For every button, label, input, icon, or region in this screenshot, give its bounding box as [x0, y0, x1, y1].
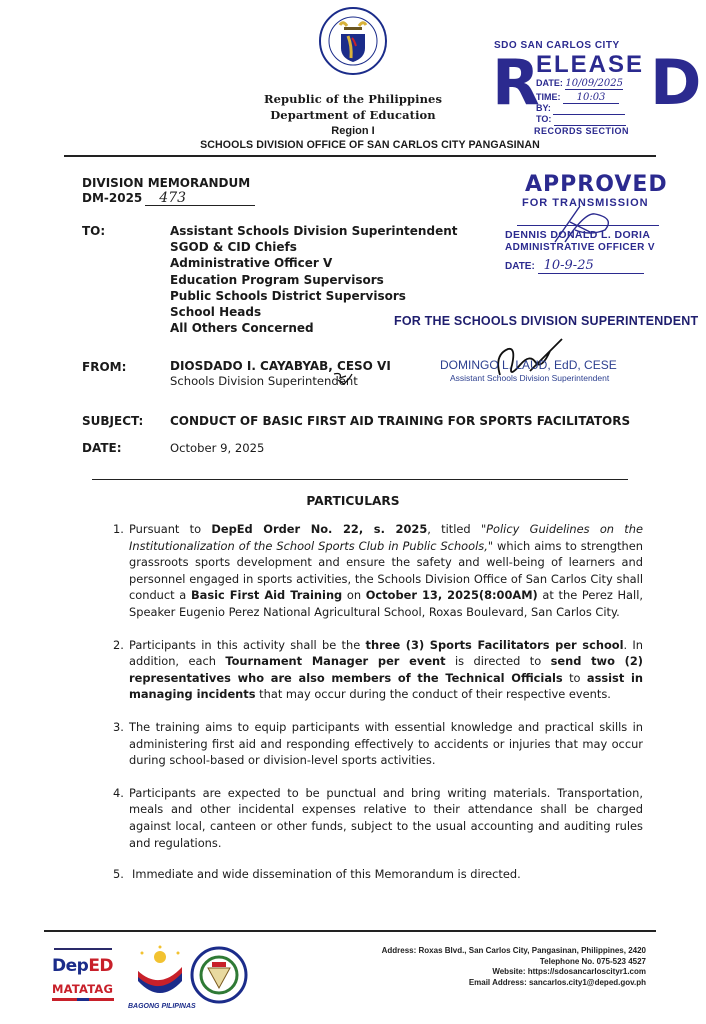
- memo-date: October 9, 2025: [170, 441, 265, 455]
- bagong-pilipinas-logo: BAGONG PILIPINAS: [132, 945, 188, 1011]
- subject-divider: [92, 479, 628, 480]
- from-name: DIOSDADO I. CAYABYAB, CESO VI: [170, 359, 391, 373]
- contact-telephone: Telephone No. 075-523 4527: [539, 956, 646, 966]
- released-by-row: BY:: [536, 103, 625, 115]
- republic-line: Republic of the Philippines: [263, 92, 443, 106]
- contact-address: Address: Roxas Blvd., San Carlos City, Pangasinan, Philippines, 2420: [381, 946, 646, 955]
- contact-website[interactable]: Website: https://sdosancarloscityr1.com: [492, 967, 646, 977]
- text-run: Participants are expected to be punctual and bring writing materials. Transportation, meals and other incidental expenses relative to their attendance shall be charged against local, canteen or other funds, subject to the usual accounting and auditing rules and regulations.: [129, 785, 643, 850]
- region-line: Region I: [331, 125, 375, 137]
- recipient-item: Education Program Supervisors: [170, 272, 384, 287]
- particular-item: 4. Participants are expected to be punctual and bring writing materials. Transportation, meals and other incidental expenses relative to their attendance shall be charged against local, canteen or other funds, subject to the usual accounting and auditing rules and regulations.: [113, 785, 643, 850]
- emphasis-bold: October 13, 2025(8:00AM): [365, 588, 538, 603]
- approved-signature-line: [517, 225, 659, 226]
- released-stamp-arc-text: SDO SAN CARLOS CITY: [494, 40, 620, 51]
- text-run: Pursuant to: [129, 522, 212, 536]
- contact-email[interactable]: Email Address: sancarlos.city1@deped.gov.ph: [468, 977, 646, 987]
- deped-seal-icon: [318, 6, 388, 76]
- emphasis-italic: "Policy Guidelines on the Institutionalization of the School Sports Club in Public Schools,": [129, 522, 643, 553]
- recipient-item: Assistant Schools Division Superintendent: [170, 224, 458, 238]
- date-label: DATE:: [82, 441, 122, 455]
- approved-subtitle: FOR TRANSMISSION: [522, 197, 649, 209]
- subject-label: SUBJECT:: [82, 414, 144, 428]
- released-date-value: 10/09/2025: [565, 78, 623, 89]
- contact-block: [382, 946, 646, 988]
- from-label: FROM:: [82, 360, 127, 374]
- recipient-item: Administrative Officer V: [170, 256, 333, 271]
- text-run: which aims to strengthen grassroots sports development and ensure the safety and well-being of learners and personnel engaged in sports activities, the Schools Division Office of San Carlos City shall conduct a: [129, 538, 643, 603]
- particular-body: [129, 719, 643, 769]
- text-run: Immediate and wide dissemination of this Memorandum is directed.: [132, 867, 521, 882]
- emphasis-bold: DepEd Order No. 22, s. 2025: [211, 522, 428, 536]
- deped-wordmark: DepED: [52, 956, 114, 976]
- text-run: at the Perez Hall, Speaker Eugenio Perez National Agricultural School, Roxas Boulevard, San Carlos City.: [129, 588, 643, 619]
- office-line: SCHOOLS DIVISION OFFICE OF SAN CARLOS CITY PANGASINAN: [200, 139, 540, 151]
- emphasis-bold: Basic First Aid Training: [190, 588, 343, 603]
- particular-item: 2. Participants in this activity shall be the three (3) Sports Facilitators per school. In addition, each Tournament Manager per event is directed to send two (2) representatives who are also members of the Technical Officials to assist in managing incidents that may occur during the conduct of their respective events.: [113, 637, 644, 702]
- recipient-item: Public Schools District Supervisors: [170, 288, 406, 303]
- department-line: Department of Education: [270, 108, 436, 122]
- deped-matatag-logo: [52, 948, 122, 1010]
- sds-initial-icon: [332, 370, 354, 386]
- particular-item: 5. Immediate and wide dissemination of this Memorandum is directed.: [115, 866, 643, 883]
- released-section: RECORDS SECTION: [534, 126, 630, 136]
- released-stamp-r: R: [492, 46, 540, 119]
- text-run: , titled: [427, 522, 481, 536]
- particulars-list: [115, 521, 643, 883]
- released-time-row: TIME: 10:03: [536, 92, 619, 104]
- approved-name: DENNIS DONALD L. DORIA: [505, 229, 651, 241]
- text-run: to: [562, 670, 587, 685]
- particulars-heading: PARTICULARS: [306, 494, 400, 508]
- asds-name: DOMINGO L. LAUD, EdD, CESE: [440, 358, 617, 372]
- approved-date-row: DATE: 10-9-25: [505, 258, 644, 274]
- for-sds-stamp: FOR THE SCHOOLS DIVISION SUPERINTENDENT: [394, 314, 699, 328]
- released-time-value: 10:03: [563, 92, 619, 104]
- particular-body: [129, 521, 643, 621]
- memo-type: DIVISION MEMORANDUM: [82, 176, 251, 190]
- recipient-item: School Heads: [170, 305, 262, 320]
- from-title: Schools Division Superintendent: [170, 374, 358, 388]
- emphasis-bold: three (3) Sports Facilitators per school: [365, 637, 624, 652]
- released-stamp-d: D: [650, 46, 702, 119]
- text-run: The training aims to equip participants with essential knowledge and practical skills in administering first aid and responding effectively to accidents or injuries that may occur during school-based or division-level sports activities.: [129, 719, 643, 768]
- particular-body: [129, 785, 643, 851]
- text-run: Participants in this activity shall be the: [129, 637, 366, 652]
- asds-title: Assistant Schools Division Superintendent: [450, 373, 610, 383]
- released-stamp: [484, 40, 702, 140]
- recipient-item: All Others Concerned: [170, 321, 314, 336]
- approved-title: APPROVED: [525, 172, 668, 197]
- footer-divider: [44, 930, 656, 932]
- recipient-item: SGOD & CID Chiefs: [170, 240, 297, 255]
- particular-body: [132, 866, 643, 883]
- text-run: is directed to: [445, 654, 551, 669]
- memo-number-value: 473: [145, 192, 255, 206]
- approved-position: ADMINISTRATIVE OFFICER V: [505, 242, 655, 253]
- header-divider: [64, 155, 656, 157]
- emphasis-bold: send two (2) representatives who are also members of the Technical Officials: [129, 654, 644, 685]
- released-stamp-letters: ELEASE: [536, 51, 645, 78]
- to-label: TO:: [82, 224, 106, 238]
- particular-item: 3. The training aims to equip participants with essential knowledge and practical skills in administering first aid and responding effectively to accidents or injuries that may occur during school-based or division-level sports activities.: [113, 719, 643, 768]
- particular-item: 1. Pursuant to DepEd Order No. 22, s. 2025, titled "Policy Guidelines on the Institutionalization of the School Sports Club in Public Schools," which aims to strengthen grassroots sports development and ensure the safety and well-being of learners and personnel engaged in sports activities, the Schools Division Office of San Carlos City shall conduct a Basic First Aid Training on October 13, 2025(8:00AM) at the Perez Hall, Speaker Eugenio Perez National Agricultural School, Roxas Boulevard, San Carlos City.: [113, 522, 643, 619]
- emphasis-bold: assist in managing incidents: [129, 670, 643, 702]
- matatag-wordmark: MATATAG: [52, 982, 114, 996]
- sdo-san-carlos-seal-icon: [190, 946, 248, 1004]
- released-to-row: TO:: [536, 114, 626, 126]
- text-run: . In addition, each: [129, 637, 643, 669]
- particular-body: [129, 637, 643, 703]
- approved-stamp: [505, 172, 675, 282]
- bagong-pilipinas-icon: [132, 945, 188, 1001]
- text-run: that may occur during the conduct of their respective events.: [255, 687, 611, 702]
- approved-date-value: 10-9-25: [538, 258, 644, 274]
- memo-number: DM-2025 473: [82, 191, 255, 206]
- subject-text: CONDUCT OF BASIC FIRST AID TRAINING FOR SPORTS FACILITATORS: [170, 414, 631, 428]
- emphasis-bold: Tournament Manager per event: [225, 654, 446, 669]
- text-run: on: [342, 588, 366, 603]
- released-date-row: DATE: 10/09/2025: [536, 78, 623, 89]
